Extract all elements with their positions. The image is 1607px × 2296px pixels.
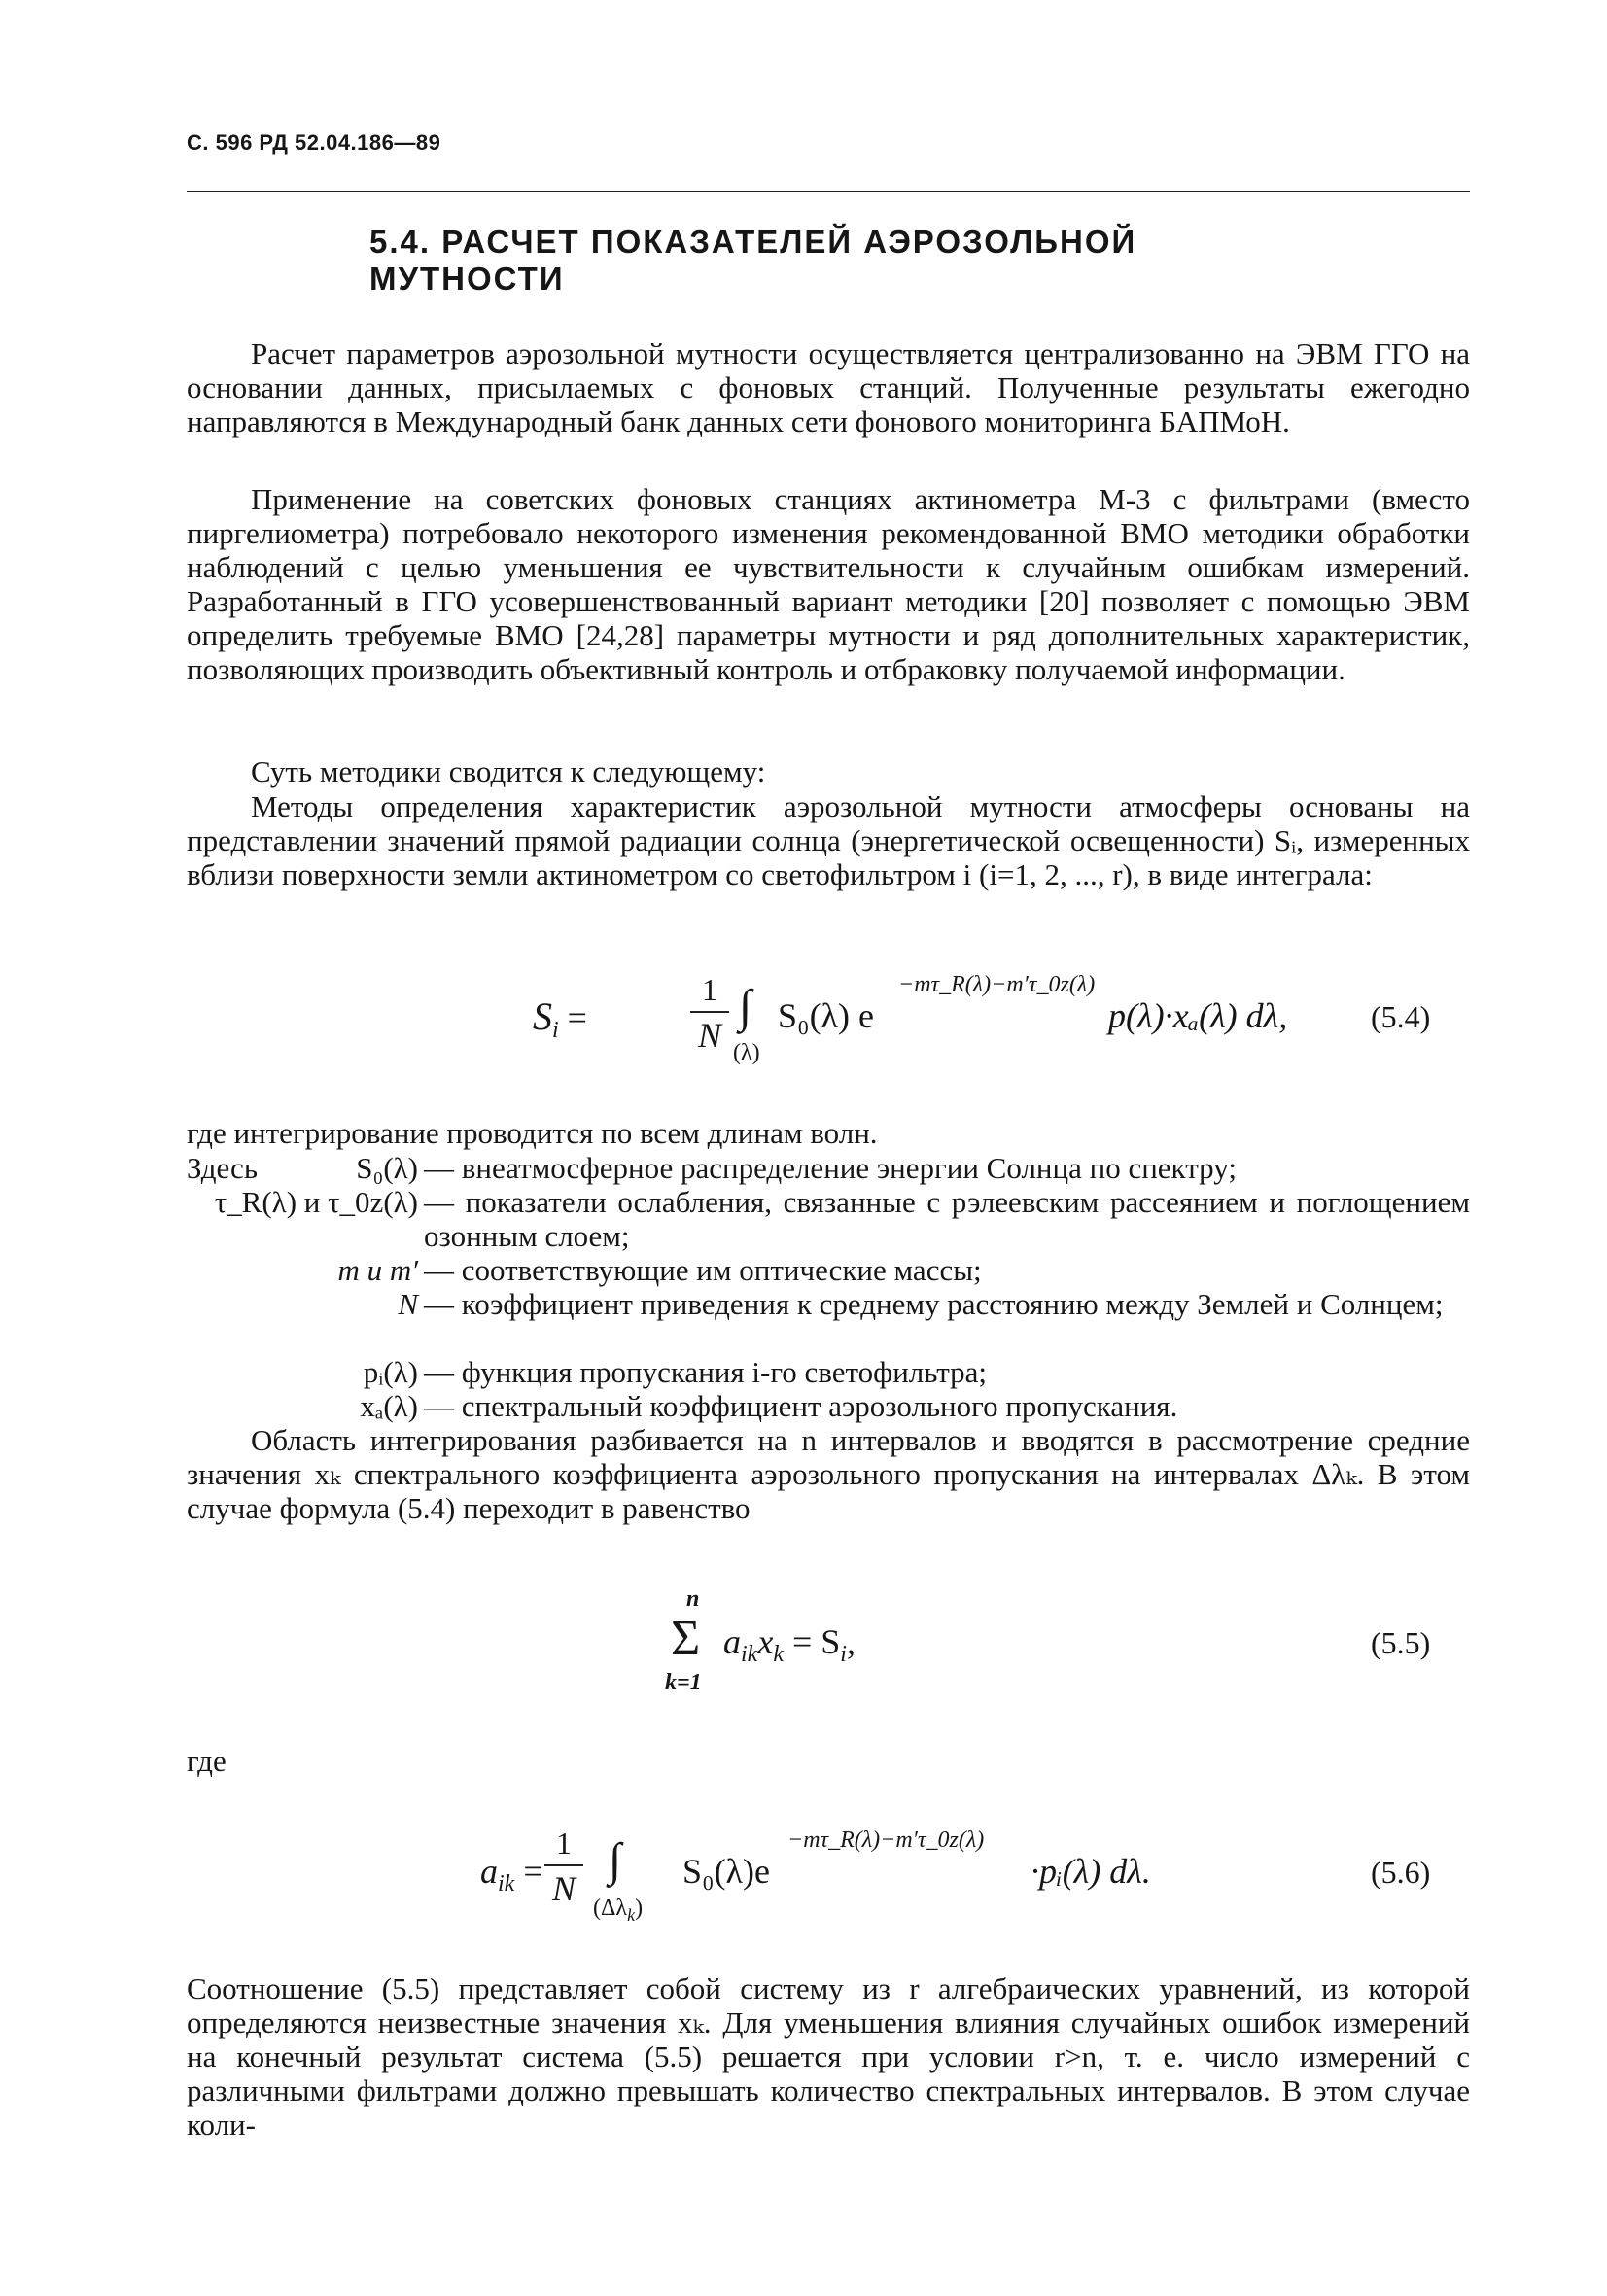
def-text-2: — показатели ослабления, связанные с рэлеевским рассеянием и поглощением озонным слоем; [424,1185,1470,1253]
section-title: 5.4. РАСЧЕТ ПОКАЗАТЕЛЕЙ АЭРОЗОЛЬНОЙ МУТНОСТИ [369,224,1137,296]
eq55-body-sub: ik [741,1642,758,1668]
eq56-frac-bar [544,1864,583,1866]
eq56-lhs: a [480,1852,498,1891]
eq55-sum-sign: Σ [671,1611,701,1666]
eq56-integral-sub-k: k [627,1904,636,1925]
eq56-number: (5.6) [1371,1855,1431,1890]
eq56-frac-num: 1 [556,1826,572,1861]
eq55-mid: x [757,1622,774,1661]
eq54-integral-sub: (λ) [733,1040,760,1065]
eq55-rhs-sub: i [840,1642,847,1668]
eq54-body: S₀(λ) e [778,996,874,1035]
document-page: С. 596 РД 52.04.186—89 5.4. РАСЧЕТ ПОКАЗАТЕЛЕЙ АЭРОЗОЛЬНОЙ МУТНОСТИ Расчет параметров аэрозольной мутности осуществляется централизованно на ЭВМ ГГО на основании данных, присылаемых с фоновых станций. Полученные результаты ежегодно направляются в Международный банк данных сети фонового мониторинга БАПМоН. Применение на советских фоновых станциях актинометра М-3 с фильтрами (вместо пиргелиометра) потребовало некоторого изменения рекомендованной ВМО методики обработки наблюдений с целью уменьшения ее чувствительности к случайным ошибкам измерений. Разработанный в ГГО усовершенствованный вариант методики [20] позволяет с помощью ЭВМ определить требуемые ВМО [24,28] параметры мутности и ряд дополнительных характеристик, позволяющих производить объективный контроль и отбраковку получаемой информации. Суть методики сводится к следующему: Методы определения характеристик аэрозольной мутности атмосферы основаны на представлении значений прямой радиации солнца (энергетической освещенности) Sᵢ, измеренных вблизи поверхности земли актинометром со светофильтром i (i=1, 2, ..., r), в виде интеграла: $S_i$ = 1 N ∫ (λ) S₀(λ) e −mτ_R(λ)−m′τ_0z(λ) p(λ)·xₐ(λ) dλ, (5.4) где интегрирование проводится по всем длинам волн. Здесь S₀(λ) — внеатмосферное распределение энергии Солнца по спектру; τ_R(λ) и τ_0z(λ) — показатели ослабления, связанные с рэлеевским рассеянием и поглощением озонным слоем; m и m′ — соответствующие им оптические массы; N — коэффициент приведения к среднему расстоянию между Землей и Солнцем; pᵢ(λ) — функция пропускания i-го светофильтра; xₐ(λ) — спектральный коэффициент аэрозольного пропускания. Область интегрирования разбивается на n интервалов и вводятся в рассмотрение средние значения xₖ спектрального коэффициента аэрозольного пропускания на интервалах Δλₖ. В этом случае формула (5.4) переходит в равенство n Σ k=1 $a_{ik}x_k = S_i$, (5.5) где $a_{ik}$ = 1 N ∫ $(\Delta\lambda_k)$ S₀(λ)e −mτ_R(λ)−m′τ_0z(λ) ·pᵢ(λ) dλ. (5.6) Соотношение (5.5) представляет собой систему из r алгебраических уравнений, из которой определяются неизвестные значения xₖ. Для уменьшения влияния случайных ошибок измерений на конечный результат система (5.5) решается при условии r>n, т. е. число измерений с различными фильтрами должно превышать количество спектральных интервалов. В этом случае коли- [187,130,1470,2141]
paragraph-2: Применение на советских фоновых станциях актинометра М-3 с фильтрами (вместо пиргелиометра) потребовало некоторого изменения рекомендованной ВМО методики обработки наблюдений с целью уменьшения ее чувствительности к случайным ошибкам измерений. Разработанный в ГГО усовершенствованный вариант методики [20] позволяет с помощью ЭВМ определить требуемые ВМО [24,28] параметры мутности и ряд дополнительных характеристик, позволяющих производить объективный контроль и отбраковку получаемой информации. [187,482,1470,686]
eq56-integral-sign: ∫ [609,1834,622,1886]
def-symbol-5: pᵢ(λ) [363,1355,418,1389]
eq56-lhs-sub: ik [498,1871,515,1897]
eq55-sum-top: n [686,1586,700,1612]
def-text-4: — коэффициент приведения к среднему расстоянию между Землей и Солнцем; [424,1287,1444,1321]
def-text-6: — спектральный коэффициент аэрозольного пропускания. [424,1389,1178,1423]
page-header: С. 596 РД 52.04.186—89 [187,130,441,155]
eq56-integral-sub-close: ) [635,1896,644,1921]
def-symbol-1: S₀(λ) [356,1151,418,1185]
eq54-number: (5.4) [1371,999,1431,1034]
eq56-integral-sub: (Δλ [593,1896,628,1921]
eq56-body: S₀(λ)e [682,1852,770,1891]
definitions-intro: Здесь [187,1151,258,1185]
eq56-tail: ·pᵢ(λ) dλ. [1031,1852,1151,1891]
header-rule [187,191,1470,192]
def-symbol-3: m и m′ [337,1253,418,1287]
eq54-frac-num: 1 [702,972,717,1007]
paragraph-8: Соотношение (5.5) представляет собой систему из r алгебраических уравнений, из которой определяются неизвестные значения xₖ. Для уменьшения влияния случайных ошибок измерений на конечный результат система (5.5) решается при условии r>n, т. е. число измерений с различными фильтрами должно превышать количество спектральных интервалов. В этом случае коли- [187,1971,1470,2141]
paragraph-1: Расчет параметров аэрозольной мутности осуществляется централизованно на ЭВМ ГГО на основании данных, присылаемых с фоновых станций. Полученные результаты ежегодно направляются в Международный банк данных сети фонового мониторинга БАПМоН. [187,336,1470,438]
paragraph-6: Область интегрирования разбивается на n интервалов и вводятся в рассмотрение средние значения xₖ спектрального коэффициента аэрозольного пропускания на интервалах Δλₖ. В этом случае формула (5.4) переходит в равенство [187,1423,1470,1525]
paragraph-3: Суть методики сводится к следующему: [251,754,766,788]
def-symbol-2: τ_R(λ) и τ_0z(λ) [214,1185,418,1219]
eq54-lhs: S [533,994,552,1038]
eq55-tail: , [846,1622,856,1661]
paragraph-5: где интегрирование проводится по всем длинам волн. [187,1116,878,1150]
eq55-rhs: = S [791,1622,841,1661]
eq54-frac-den: N [697,1016,721,1055]
eq55-number: (5.5) [1371,1625,1431,1660]
def-symbol-4: N [398,1287,418,1321]
eq56-exponent: −mτ_R(λ)−m′τ_0z(λ) [787,1827,985,1853]
paragraph-4: Методы определения характеристик аэрозольной мутности атмосферы основаны на представлении значений прямой радиации солнца (энергетической освещенности) Sᵢ, измеренных вблизи поверхности земли актинометром со светофильтром i (i=1, 2, ..., r), в виде интеграла: [187,789,1470,891]
def-text-1: — внеатмосферное распределение энергии Солнца по спектру; [424,1151,1237,1185]
eq54-frac-bar [690,1011,729,1013]
paragraph-7: где [187,1744,227,1778]
eq55-mid-sub: k [773,1642,784,1668]
eq55-sum-bottom: k=1 [665,1670,702,1695]
eq54-integral-sign: ∫ [739,981,752,1032]
eq54-exponent: −mτ_R(λ)−m′τ_0z(λ) [898,972,1096,997]
def-text-3: — соответствующие им оптические массы; [424,1253,982,1287]
eq54-lhs-sub: i [552,1018,559,1044]
eq56-frac-den: N [551,1869,576,1908]
def-text-5: — функция пропускания i-го светофильтра; [424,1355,988,1389]
eq54-tail: p(λ)·xₐ(λ) dλ, [1108,996,1288,1035]
eq55-body: a [723,1622,741,1661]
def-symbol-6: xₐ(λ) [360,1389,418,1423]
